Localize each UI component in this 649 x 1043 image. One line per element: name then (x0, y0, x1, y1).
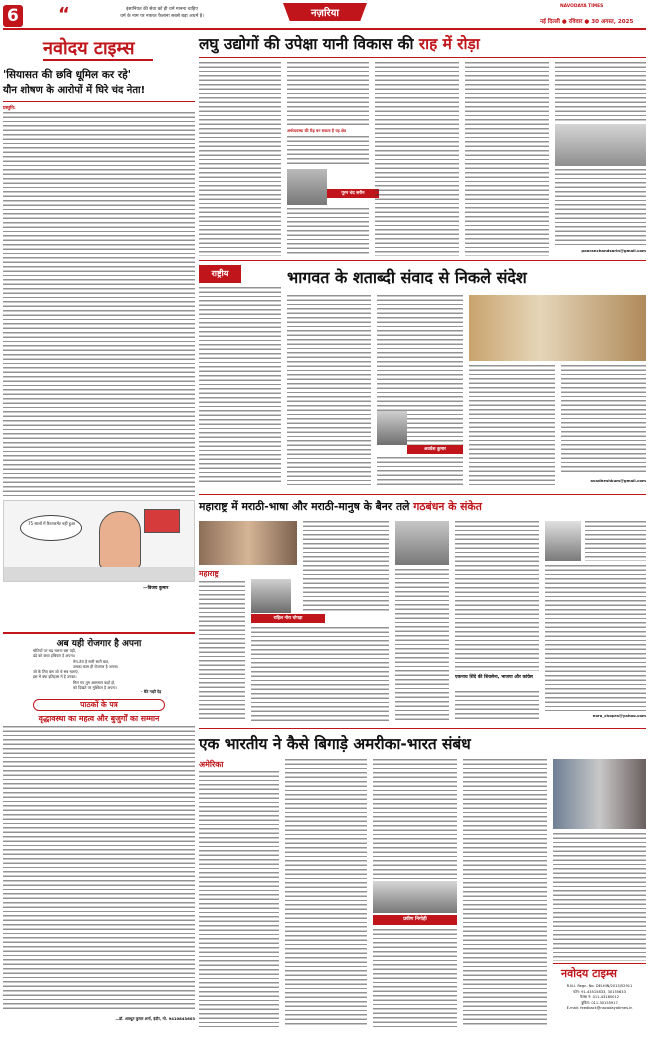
editorial-column (3, 32, 195, 632)
poem-box (3, 632, 195, 696)
editorial-intro-label: प्रस्तुति: (3, 106, 16, 111)
article-bhagwat-col-3b (377, 457, 463, 485)
imprint-box (553, 963, 646, 1027)
editorial-headline-2: यौन शोषण के आरोपों में घिरे चंद नेता! (3, 85, 146, 96)
officials-photo (553, 759, 646, 829)
article-msme-col-4 (465, 62, 549, 256)
poem-line: जो के लिए बस जो थे सब चलाएं, (33, 669, 79, 675)
author-photo-chopra (251, 579, 291, 613)
article-maharashtra-col-3 (395, 569, 449, 721)
article-bhagwat (199, 260, 646, 492)
poem-poet: - बैठे नाहीं पेड़ (141, 689, 162, 694)
page-header (0, 0, 649, 30)
poem-lines (33, 648, 173, 690)
author-email-avadhesh: avadheshkum@gmail.com (590, 478, 646, 483)
bhagwat-photo (469, 295, 646, 361)
imprint-line: फोन: 91-43515833, 30155633 (573, 989, 626, 994)
article-america-col-2 (285, 759, 367, 1027)
poem-title: अब यही रोजगार है अपना (56, 639, 142, 649)
article-america-col-3a (373, 759, 457, 879)
section-title: नज़रिया (310, 8, 340, 19)
article-msme-col-5a (555, 62, 646, 122)
author-photo-sarin (287, 169, 327, 205)
article-america-col-4 (463, 759, 547, 1027)
article-bhagwat-col-4 (469, 365, 555, 485)
politician-photo-right (545, 521, 581, 561)
article-america-headline: एक भारतीय ने कैसे बिगाड़े अमरीका-भारत संबंध (199, 735, 471, 753)
article-america-col-3b (373, 929, 457, 1027)
imprint-line: फैक्स नं: 011-43180012 (579, 995, 620, 999)
article-maharashtra-col-1 (199, 581, 245, 721)
thackeray-photo (199, 521, 297, 565)
imprint-line: बुकिंग: 011-30155917 (581, 1000, 618, 1005)
header-rule (3, 28, 646, 30)
editorial-byline: —विजय कुमार (143, 586, 169, 591)
factory-illustration (555, 124, 646, 166)
article-msme-col-2a (287, 62, 369, 126)
author-photo-nigohi (373, 881, 457, 913)
article-msme-subhead: अर्थव्यवस्था की रीढ़ बन सकता है यह क्षेत्र (287, 128, 346, 133)
imprint-brand: नवोदय टाइम्स (561, 967, 617, 980)
headline-part-a: महाराष्ट्र में मराठी-भाषा और मराठी-मानुष के बैनर तले (199, 500, 414, 513)
article-maharashtra-col-2b (251, 627, 389, 721)
headline-part-b: राह में रोड़ा (418, 35, 480, 53)
poem-line: को दिखते पर मुश्किल है अपना। (73, 685, 117, 691)
editorial-cartoon (3, 500, 195, 582)
article-bhagwat-intro (199, 287, 281, 485)
politicians-photo (395, 521, 449, 565)
headline-part-b: गठबंधन के संकेत (413, 500, 482, 513)
article-maharashtra-col-4 (455, 521, 539, 671)
author-email-sarin: pooranchandsarin@gmail.com (581, 248, 646, 253)
article-msme-col-2c (287, 208, 369, 256)
article-msme-headline (199, 34, 646, 54)
header-date: नई दिल्ली ● रविवार ● 30 अगस्त, 2025 (540, 19, 634, 25)
poem-line: उसका काम ही रोजगार है अपना। (73, 663, 119, 669)
letters-section (3, 699, 195, 1029)
editorial-rule (3, 101, 195, 102)
imprint-line: R.N.I. Regn. No. DELHIN/2013/52911 (566, 984, 633, 988)
letters-byline: —डॉ. अवधूत कुमार शर्मा, इंदौर, मो. 9410843603 (115, 1016, 195, 1021)
site-name: NAVODAYA TIMES (560, 4, 604, 9)
article-america (199, 728, 646, 1028)
quote-mark-icon: “ (58, 4, 70, 25)
article-msme-rule (199, 57, 646, 58)
letters-section-title: पाठकों के पत्र (80, 700, 118, 709)
poem-line: मिल गए तुम आसमान कहाँ हो, (73, 679, 116, 685)
headline-part-a: लघु उद्योगों की उपेक्षा यानी विकास की (199, 35, 419, 53)
author-photo-avadhesh (377, 411, 407, 445)
article-maharashtra-col-2 (303, 521, 389, 611)
author-email-chopra: nora_chopra@yahoo.com (592, 713, 646, 718)
author-name-sarin: पूरन चंद सरीन (341, 191, 365, 196)
brand-underline (43, 59, 153, 61)
cartoon-bubble (20, 515, 82, 541)
article-bhagwat-label: राष्ट्रीय (211, 269, 229, 278)
article-msme (199, 32, 646, 258)
article-maharashtra-pullquote: एकनाथ शिंदे की शिवसेना, भाजपा और कांग्रेस (455, 675, 533, 680)
article-msme-col-2b (287, 136, 369, 166)
imprint-line: E-mail: feedback@navodayatimes.in (566, 1006, 633, 1010)
header-quote-line2: धर्म के नाम पर नफरत फैलाना सबसे बड़ा अधर्म है। (120, 14, 204, 19)
poem-line: चोटियों पर चढ़ चलना बस यही, (33, 648, 76, 653)
author-name-nigohi: प्रवीण निगोही (403, 917, 427, 922)
page-number: 6 (7, 6, 19, 26)
editorial-brand: नवोदय टाइम्स (43, 38, 135, 59)
cartoon-figure (99, 511, 141, 569)
article-bhagwat-headline: भागवत के शताब्दी संवाद से निकले संदेश (287, 268, 527, 287)
article-maharashtra-headline (199, 499, 646, 515)
editorial-body (3, 112, 195, 497)
article-maharashtra-col-4b (455, 691, 539, 721)
article-maharashtra-col-5b (545, 565, 646, 711)
article-bhagwat-col-5 (561, 365, 646, 475)
author-name-avadhesh: अवधेश कुमार (424, 447, 446, 452)
letters-title: वृद्धावस्था का महत्व और बुजुर्गों का सम्मान (38, 714, 160, 723)
header-quote-line1: इंसानियत की सेवा को ही धर्म मानना चाहिए (126, 7, 198, 12)
cartoon-ground (4, 567, 195, 582)
article-america-label: अमेरिका (199, 760, 224, 769)
article-msme-col-1 (199, 62, 281, 256)
article-msme-col-3 (375, 62, 459, 256)
cartoon-flag (144, 509, 180, 533)
article-bhagwat-col-2 (287, 295, 371, 485)
cartoon-caption: 75 सालों में रिटायरमेंट नहीं हुआ (27, 521, 75, 526)
article-maharashtra (199, 494, 646, 726)
imprint-lines (555, 984, 644, 1012)
article-maharashtra-col-5 (585, 521, 646, 561)
editorial-headline-1: 'सियासत की छवि धूमिल कर रहे' (3, 69, 131, 81)
article-msme-col-5b (555, 169, 646, 245)
footer-registration-marks (3, 1034, 646, 1042)
article-maharashtra-label: महाराष्ट्र (199, 569, 219, 578)
poem-line: इस में क्या इतिहास में है उनका। (33, 674, 77, 680)
letters-body (3, 726, 195, 1012)
article-america-col-5 (553, 833, 646, 961)
author-name-chopra: राहिल नोरा चोपड़ा (273, 616, 303, 621)
article-america-col-1 (199, 771, 279, 1027)
poem-line: डंडे को कंधा हथियार है अपना। (33, 653, 75, 659)
poem-line: मेरा-तेरा है सारी सारी बात, (73, 658, 110, 664)
